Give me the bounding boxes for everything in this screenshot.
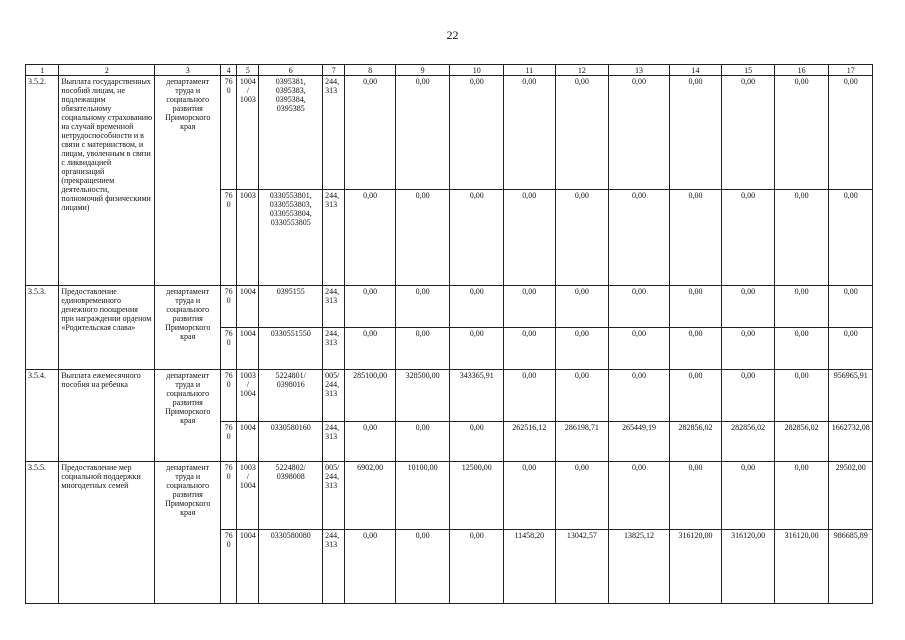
value-cell: 0,00	[609, 76, 670, 190]
value-cell: 0,00	[395, 286, 450, 328]
value-cell: 13042,57	[555, 530, 609, 604]
header-cell: 6	[259, 65, 323, 76]
grbs-cell: 760	[221, 530, 237, 604]
value-cell: 0,00	[609, 286, 670, 328]
section-code-cell: 1004	[237, 328, 259, 370]
value-cell: 0,00	[774, 328, 829, 370]
value-cell: 0,00	[669, 190, 722, 286]
grbs-cell: 760	[221, 190, 237, 286]
value-cell: 0,00	[555, 462, 609, 530]
value-cell: 328500,00	[395, 370, 450, 422]
value-cell: 282856,02	[774, 422, 829, 462]
value-cell: 343365,91	[450, 370, 504, 422]
header-cell: 15	[722, 65, 775, 76]
value-cell: 0,00	[774, 286, 829, 328]
value-cell: 29502,00	[829, 462, 873, 530]
value-cell: 0,00	[345, 190, 396, 286]
value-cell: 285100,00	[345, 370, 396, 422]
value-cell: 0,00	[555, 286, 609, 328]
header-cell: 12	[555, 65, 609, 76]
value-cell: 0,00	[395, 328, 450, 370]
expense-type-cell: 244, 313	[323, 422, 345, 462]
target-code-cell: 0330580080	[259, 530, 323, 604]
expense-type-cell: 244, 313	[323, 76, 345, 190]
value-cell: 10100,00	[395, 462, 450, 530]
grbs-cell: 760	[221, 286, 237, 328]
value-cell: 0,00	[504, 76, 556, 190]
row-number-cell: 3.5.4.	[26, 370, 59, 462]
value-cell: 12500,00	[450, 462, 504, 530]
header-cell: 9	[395, 65, 450, 76]
value-cell: 0,00	[345, 328, 396, 370]
value-cell: 0,00	[609, 190, 670, 286]
value-cell: 0,00	[609, 462, 670, 530]
agency-cell: департамент труда и социального развития Приморского края	[155, 76, 221, 286]
measure-name-cell: Выплата государственных пособий лицам, не подлежащим обязательному социальному страхованию на случай временной нетрудоспособности и в связи с материнством, и лицам, уволенным в связи с ликвидацией организаций (прекращением деятельности, полномочий физическими лицами)	[59, 76, 155, 286]
value-cell: 0,00	[395, 190, 450, 286]
header-cell: 4	[221, 65, 237, 76]
value-cell: 0,00	[504, 190, 556, 286]
measure-name-cell: Предоставление мер социальной поддержки многодетных семей	[59, 462, 155, 604]
value-cell: 0,00	[395, 530, 450, 604]
value-cell: 316120,00	[669, 530, 722, 604]
target-code-cell: 5224802/ 0398008	[259, 462, 323, 530]
grbs-cell: 760	[221, 76, 237, 190]
value-cell: 0,00	[450, 76, 504, 190]
header-cell: 16	[774, 65, 829, 76]
header-row	[26, 65, 873, 76]
expense-type-cell: 005/ 244, 313	[323, 370, 345, 422]
value-cell: 0,00	[450, 190, 504, 286]
value-cell: 0,00	[722, 370, 775, 422]
page-number: 22	[446, 28, 459, 42]
value-cell: 0,00	[450, 530, 504, 604]
value-cell: 282856,02	[722, 422, 775, 462]
table-row	[26, 286, 873, 328]
header-cell: 8	[345, 65, 396, 76]
value-cell: 265449,19	[609, 422, 670, 462]
value-cell: 0,00	[395, 76, 450, 190]
value-cell: 0,00	[669, 286, 722, 328]
section-code-cell: 1003/ 1004	[237, 462, 259, 530]
value-cell: 0,00	[450, 286, 504, 328]
section-code-cell: 1004	[237, 286, 259, 328]
value-cell: 0,00	[774, 190, 829, 286]
value-cell: 0,00	[774, 76, 829, 190]
value-cell: 0,00	[669, 76, 722, 190]
row-number-cell: 3.5.2.	[26, 76, 59, 286]
value-cell: 316120,00	[774, 530, 829, 604]
value-cell: 0,00	[555, 76, 609, 190]
value-cell: 0,00	[504, 286, 556, 328]
value-cell: 0,00	[504, 328, 556, 370]
target-code-cell: 0330580160	[259, 422, 323, 462]
value-cell: 0,00	[450, 422, 504, 462]
section-code-cell: 1004	[237, 530, 259, 604]
value-cell: 0,00	[345, 76, 396, 190]
value-cell: 0,00	[345, 286, 396, 328]
value-cell: 0,00	[504, 462, 556, 530]
value-cell: 0,00	[609, 370, 670, 422]
expense-type-cell: 244, 313	[323, 190, 345, 286]
agency-cell: департамент труда и социального развития Приморского края	[155, 370, 221, 462]
measure-name-cell: Выплата ежемесячного пособия на ребенка	[59, 370, 155, 462]
value-cell: 0,00	[395, 422, 450, 462]
value-cell: 0,00	[829, 190, 873, 286]
section-code-cell: 1004/ 1003	[237, 76, 259, 190]
value-cell: 0,00	[829, 76, 873, 190]
section-code-cell: 1004	[237, 422, 259, 462]
value-cell: 0,00	[722, 76, 775, 190]
row-number-cell: 3.5.5.	[26, 462, 59, 604]
header-cell: 10	[450, 65, 504, 76]
agency-cell: департамент труда и социального развития Приморского края	[155, 462, 221, 604]
header-cell: 3	[155, 65, 221, 76]
header-cell: 17	[829, 65, 873, 76]
target-code-cell: 0395381, 0395383, 0395384, 0395385	[259, 76, 323, 190]
grbs-cell: 760	[221, 422, 237, 462]
section-code-cell: 1003/ 1004	[237, 370, 259, 422]
expense-type-cell: 005/ 244, 313	[323, 462, 345, 530]
value-cell: 13825,12	[609, 530, 670, 604]
budget-table	[25, 64, 873, 604]
table-body	[26, 65, 873, 604]
target-code-cell: 0330551550	[259, 328, 323, 370]
value-cell: 0,00	[722, 462, 775, 530]
table-row	[26, 462, 873, 530]
value-cell: 0,00	[722, 328, 775, 370]
header-cell: 7	[323, 65, 345, 76]
header-cell: 14	[669, 65, 722, 76]
value-cell: 282856,02	[669, 422, 722, 462]
value-cell: 0,00	[829, 286, 873, 328]
value-cell: 0,00	[609, 328, 670, 370]
section-code-cell: 1003	[237, 190, 259, 286]
value-cell: 0,00	[722, 190, 775, 286]
value-cell: 0,00	[450, 328, 504, 370]
value-cell: 316120,00	[722, 530, 775, 604]
value-cell: 0,00	[345, 422, 396, 462]
value-cell: 262516,12	[504, 422, 556, 462]
target-code-cell: 5224801/ 0398016	[259, 370, 323, 422]
value-cell: 0,00	[504, 370, 556, 422]
target-code-cell: 0395155	[259, 286, 323, 328]
target-code-cell: 0330553801, 0330553803, 0330553804, 0330553805	[259, 190, 323, 286]
header-cell: 11	[504, 65, 556, 76]
value-cell: 0,00	[829, 328, 873, 370]
grbs-cell: 760	[221, 328, 237, 370]
header-cell: 2	[59, 65, 155, 76]
header-cell: 1	[26, 65, 59, 76]
value-cell: 0,00	[774, 462, 829, 530]
table-row	[26, 76, 873, 190]
expense-type-cell: 244, 313	[323, 328, 345, 370]
value-cell: 0,00	[555, 190, 609, 286]
value-cell: 0,00	[555, 370, 609, 422]
value-cell: 0,00	[555, 328, 609, 370]
value-cell: 0,00	[774, 370, 829, 422]
measure-name-cell: Предоставление единовременного денежного поощрения при награждении орденом «Родительская слава»	[59, 286, 155, 370]
value-cell: 986685,89	[829, 530, 873, 604]
value-cell: 1662732,08	[829, 422, 873, 462]
value-cell: 6902,00	[345, 462, 396, 530]
value-cell: 956965,91	[829, 370, 873, 422]
grbs-cell: 760	[221, 462, 237, 530]
expense-type-cell: 244, 313	[323, 286, 345, 328]
row-number-cell: 3.5.3.	[26, 286, 59, 370]
agency-cell: департамент труда и социального развития Приморского края	[155, 286, 221, 370]
header-cell: 13	[609, 65, 670, 76]
table-row	[26, 370, 873, 422]
value-cell: 0,00	[722, 286, 775, 328]
value-cell: 11458,20	[504, 530, 556, 604]
expense-type-cell: 244, 313	[323, 530, 345, 604]
value-cell: 0,00	[669, 462, 722, 530]
header-cell: 5	[237, 65, 259, 76]
grbs-cell: 760	[221, 370, 237, 422]
value-cell: 0,00	[669, 370, 722, 422]
value-cell: 0,00	[345, 530, 396, 604]
value-cell: 286198,71	[555, 422, 609, 462]
value-cell: 0,00	[669, 328, 722, 370]
